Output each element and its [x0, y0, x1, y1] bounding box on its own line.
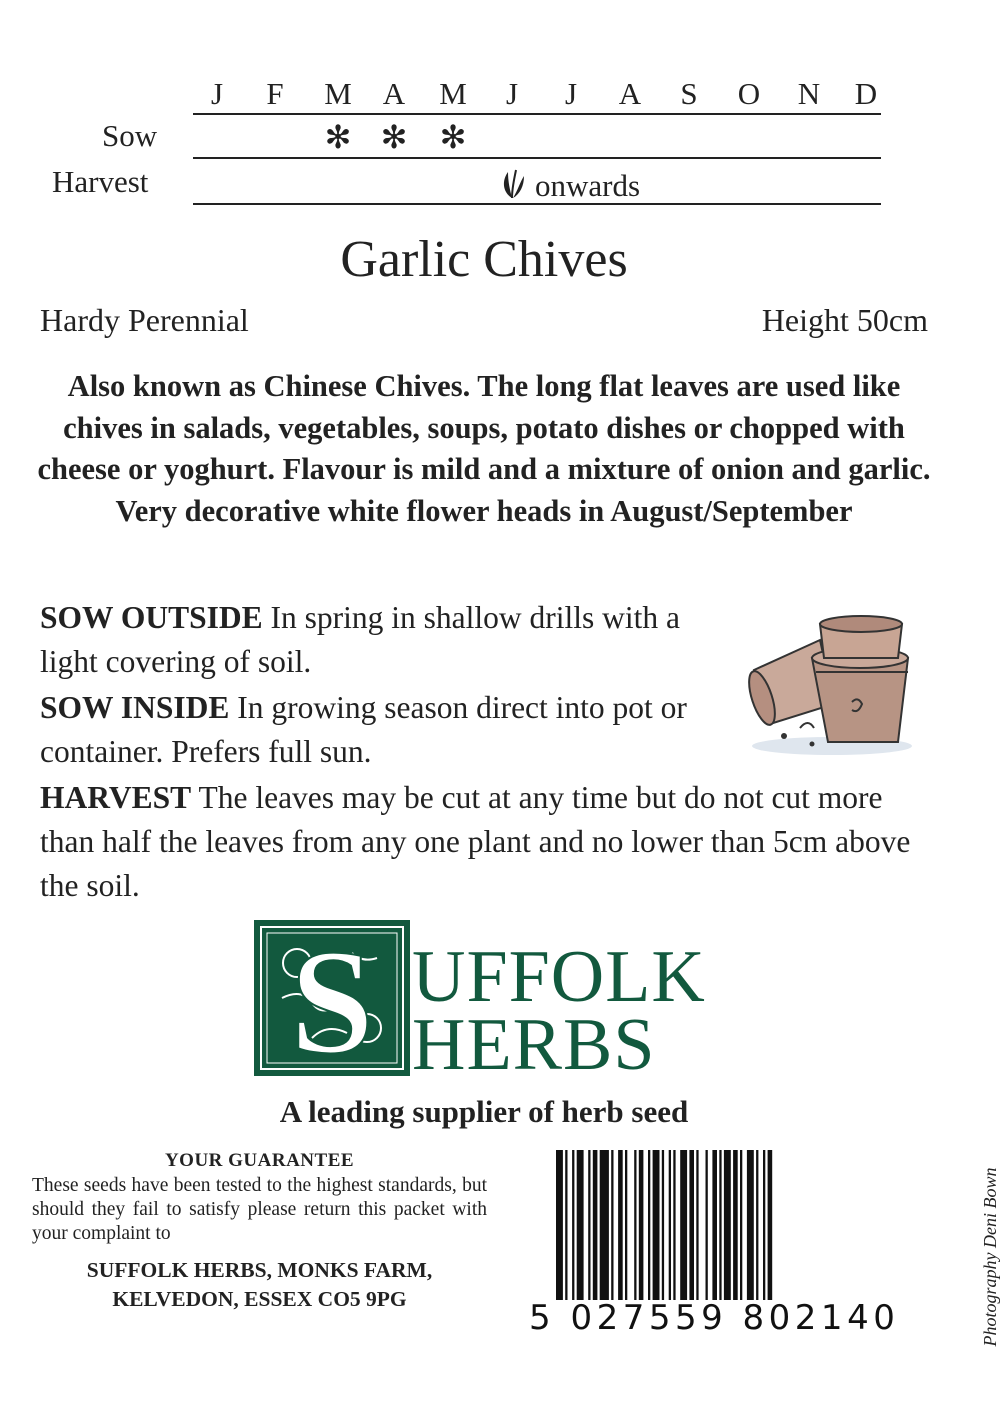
barcode-bar	[600, 1150, 609, 1300]
month-apr: A	[382, 76, 406, 111]
instruction-harvest	[40, 776, 930, 908]
svg-text:S: S	[290, 919, 374, 1085]
barcode-bar	[712, 1150, 717, 1300]
sow-label: Sow	[102, 118, 158, 153]
product-type: Hardy Perennial	[40, 302, 249, 338]
month-oct: O	[737, 76, 761, 111]
instruction-heading: SOW OUTSIDE	[40, 600, 263, 635]
barcode-bar	[724, 1150, 731, 1300]
barcode-bar	[747, 1150, 754, 1300]
month-sep: S	[680, 76, 698, 111]
month-feb: F	[266, 76, 284, 111]
guarantee-address	[32, 1256, 487, 1314]
barcode-bar	[625, 1150, 627, 1300]
barcode-bar	[689, 1150, 694, 1300]
barcode-bar	[556, 1150, 563, 1300]
barcode-bar	[662, 1150, 664, 1300]
instruction-sow-inside	[40, 686, 700, 774]
calendar-rule-top	[193, 113, 881, 115]
logo-word-suffolk: UFFOLK	[412, 936, 706, 1018]
barcode-bar	[618, 1150, 623, 1300]
instruction-text: In growing season direct into pot or container. Prefers full sun.	[40, 690, 687, 769]
barcode-bar	[639, 1150, 644, 1300]
instruction-heading: HARVEST	[40, 780, 192, 815]
barcode-bar	[611, 1150, 613, 1300]
barcode-number: 5 027559 802140	[529, 1298, 900, 1338]
barcode-bar	[706, 1150, 708, 1300]
month-jun: J	[505, 76, 519, 111]
brand-tagline: A leading supplier of herb seed	[279, 1094, 689, 1129]
barcode-bar	[733, 1150, 738, 1300]
product-description: Also known as Chinese Chives. The long flat leaves are used like chives in salads, vegetables, soups, potato dishes or chopped with cheese or yoghurt. Flavour is mild and a mixture of onion and garlic. Very decorative white flower heads in August/September	[37, 369, 931, 528]
barcode-bar	[740, 1150, 742, 1300]
product-title: Garlic Chives	[340, 231, 628, 288]
month-may: M	[439, 76, 467, 111]
harvest-label: Harvest	[52, 164, 149, 199]
barcode-bar	[593, 1150, 598, 1300]
barcode-bar	[680, 1150, 687, 1300]
address-line-1: SUFFOLK HERBS, MONKS FARM,	[86, 1258, 433, 1282]
instruction-heading: SOW INSIDE	[40, 690, 230, 725]
barcode	[556, 1150, 852, 1300]
sow-mark-apr: ✻	[380, 119, 408, 155]
month-mar: M	[324, 76, 352, 111]
barcode-bar	[634, 1150, 636, 1300]
instruction-sow-outside	[40, 596, 740, 684]
barcode-bar	[648, 1150, 650, 1300]
barcode-bar	[756, 1150, 758, 1300]
barcode-bar	[719, 1150, 721, 1300]
calendar-rule-bottom	[193, 203, 881, 205]
barcode-bar	[669, 1150, 671, 1300]
flower-pots-illustration	[742, 612, 918, 758]
barcode-bar	[768, 1150, 773, 1300]
guarantee-body: These seeds have been tested to the highest standards, but should they fail to satisfy please return this packet with your complaint to	[32, 1175, 487, 1244]
harvest-text: onwards	[535, 168, 641, 203]
sow-mark-may: ✻	[439, 119, 467, 155]
leaf-icon	[498, 168, 528, 200]
barcode-bar	[763, 1150, 765, 1300]
instruction-text: The leaves may be cut at any time but do not cut more than half the leaves from any one plant and no lower than 5cm above the soil.	[40, 780, 911, 903]
logo-initial-s-icon	[260, 919, 404, 1085]
guarantee-title: YOUR GUARANTEE	[164, 1150, 355, 1171]
barcode-bar	[565, 1150, 567, 1300]
logo-word-herbs: HERBS	[412, 1004, 656, 1086]
barcode-bar	[653, 1150, 660, 1300]
sow-mark-mar: ✻	[324, 119, 352, 155]
barcode-bar	[673, 1150, 675, 1300]
month-jul: J	[564, 76, 578, 111]
barcode-bar	[588, 1150, 590, 1300]
month-nov: N	[797, 76, 821, 111]
calendar-rule-middle	[193, 157, 881, 159]
month-jan: J	[210, 76, 224, 111]
product-height: Height 50cm	[761, 302, 928, 338]
instruction-text: In spring in shallow drills with a light covering of soil.	[40, 600, 680, 679]
address-line-2: KELVEDON, ESSEX CO5 9PG	[112, 1287, 407, 1311]
month-aug: A	[618, 76, 642, 111]
barcode-bar	[572, 1150, 574, 1300]
month-dec: D	[854, 76, 878, 111]
barcode-bar	[577, 1150, 584, 1300]
barcode-bar	[696, 1150, 698, 1300]
photo-credit: Photography Deni Bown	[980, 1167, 1000, 1347]
